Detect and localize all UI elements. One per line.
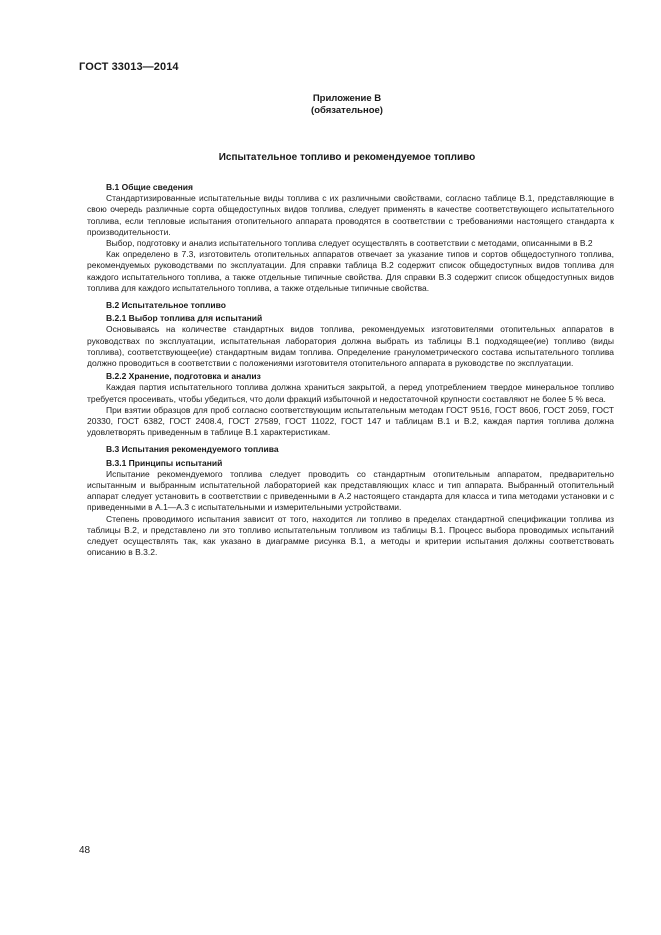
paragraph: Испытание рекомендуемого топлива следует проводить со стандартным отопительным аппаратом, предварительно испытанным и выбранным испытательной лабораторией как представляющих класс и тип аппарата. Выбранный отопительный аппарат следует установить в соответствии с приведенными в А.2 настоящего стандарта для класса и типа методами установки и с приведенными в А.1—А.3 с испытательными и измерительными устройствами. xyxy=(87,468,614,513)
annex-title: Приложение В xyxy=(312,93,382,104)
document-code: ГОСТ 33013—2014 xyxy=(79,61,179,73)
paragraph: Степень проводимого испытания зависит от того, находится ли топливо в пределах стандартной спецификации топлива из таблицы В.2, и представлено ли это топливо испытательным топливом из таблицы В.1. Процесс выбора проводимых испытаний следует осуществлять так, как указано в диаграмме рисунка В.1, а методы и критерии испытания должны соответствовать описанию в В.3.2. xyxy=(87,513,614,558)
paragraph: Основываясь на количестве стандартных видов топлива, рекомендуемых изготовителями отопительных аппаратов в руководствах по эксплуатации, испытательная лаборатория должна выбрать из таблицы В.1 подходящее(ие) топливо (виды топлива), соответствующее(ие) стандартным видам топлива. Определение гранулометрического состава испытательного топлива должно проводиться в соответствии с положениями изготовителя отопительного аппарата в руководстве по эксплуатации. xyxy=(87,324,614,369)
page-number: 48 xyxy=(79,845,91,856)
document-body xyxy=(87,182,614,559)
paragraph: Каждая партия испытательного топлива должна храниться закрытой, а перед употреблением твердое минеральное топливо требуется просеивать, чтобы убедиться, что доли фракций избыточной и недостаточной крупности составляют не более 5 % веса. xyxy=(87,382,614,404)
paragraph: Выбор, подготовку и анализ испытательного топлива следует осуществлять в соответствии с методами, описанными в В.2 xyxy=(106,238,593,249)
subsection-heading-b21: В.2.1 Выбор топлива для испытаний xyxy=(106,313,263,324)
annex-heading xyxy=(80,93,614,117)
section-heading-b2: В.2 Испытательное топливо xyxy=(106,300,226,311)
paragraph: При взятии образцов для проб согласно соответствующим испытательным методам ГОСТ 9516, ГОСТ 8606, ГОСТ 2059, ГОСТ 20330, ГОСТ 6382, ГОСТ 2408.4, ГОСТ 27589, ГОСТ 11022, ГОСТ 147 и таблицам В.1 и В.2, каждая партия топлива должна удовлетворять приведенным в таблице В.1 характеристикам. xyxy=(87,404,614,438)
section-heading-b3: В.3 Испытания рекомендуемого топлива xyxy=(106,444,279,455)
subsection-heading-b22: В.2.2 Хранение, подготовка и анализ xyxy=(106,371,261,382)
annex-status: (обязательное) xyxy=(311,105,383,116)
paragraph: Как определено в 7.3, изготовитель отопительных аппаратов отвечает за указание типов и сортов общедоступного топлива, рекомендуемых руководствами по эксплуатации. Для справки таблица В.2 содержит список общедоступных видов топлива для каждого испытательного топлива, а также отдельные типичные свойства. Для справки В.3 содержит список общедоступных видов топлива для каждого испытательного топлива, а также отдельные типичные свойства. xyxy=(87,249,614,293)
paragraph: Стандартизированные испытательные виды топлива с их различными свойствами, согласно таблице В.1, представляющие в свою очередь различные сорта общедоступных видов топлива, следует применять в качестве соответствующего испытательного топлива, если тепловые испытания отопительного аппарата проводятся в соответствии с требованиями настоящего стандарта к производительности. xyxy=(87,193,614,237)
subsection-heading-b31: В.3.1 Принципы испытаний xyxy=(106,457,223,468)
page-title: Испытательное топливо и рекомендуемое топливо xyxy=(218,152,476,163)
section-heading-b1: В.1 Общие сведения xyxy=(106,182,193,192)
